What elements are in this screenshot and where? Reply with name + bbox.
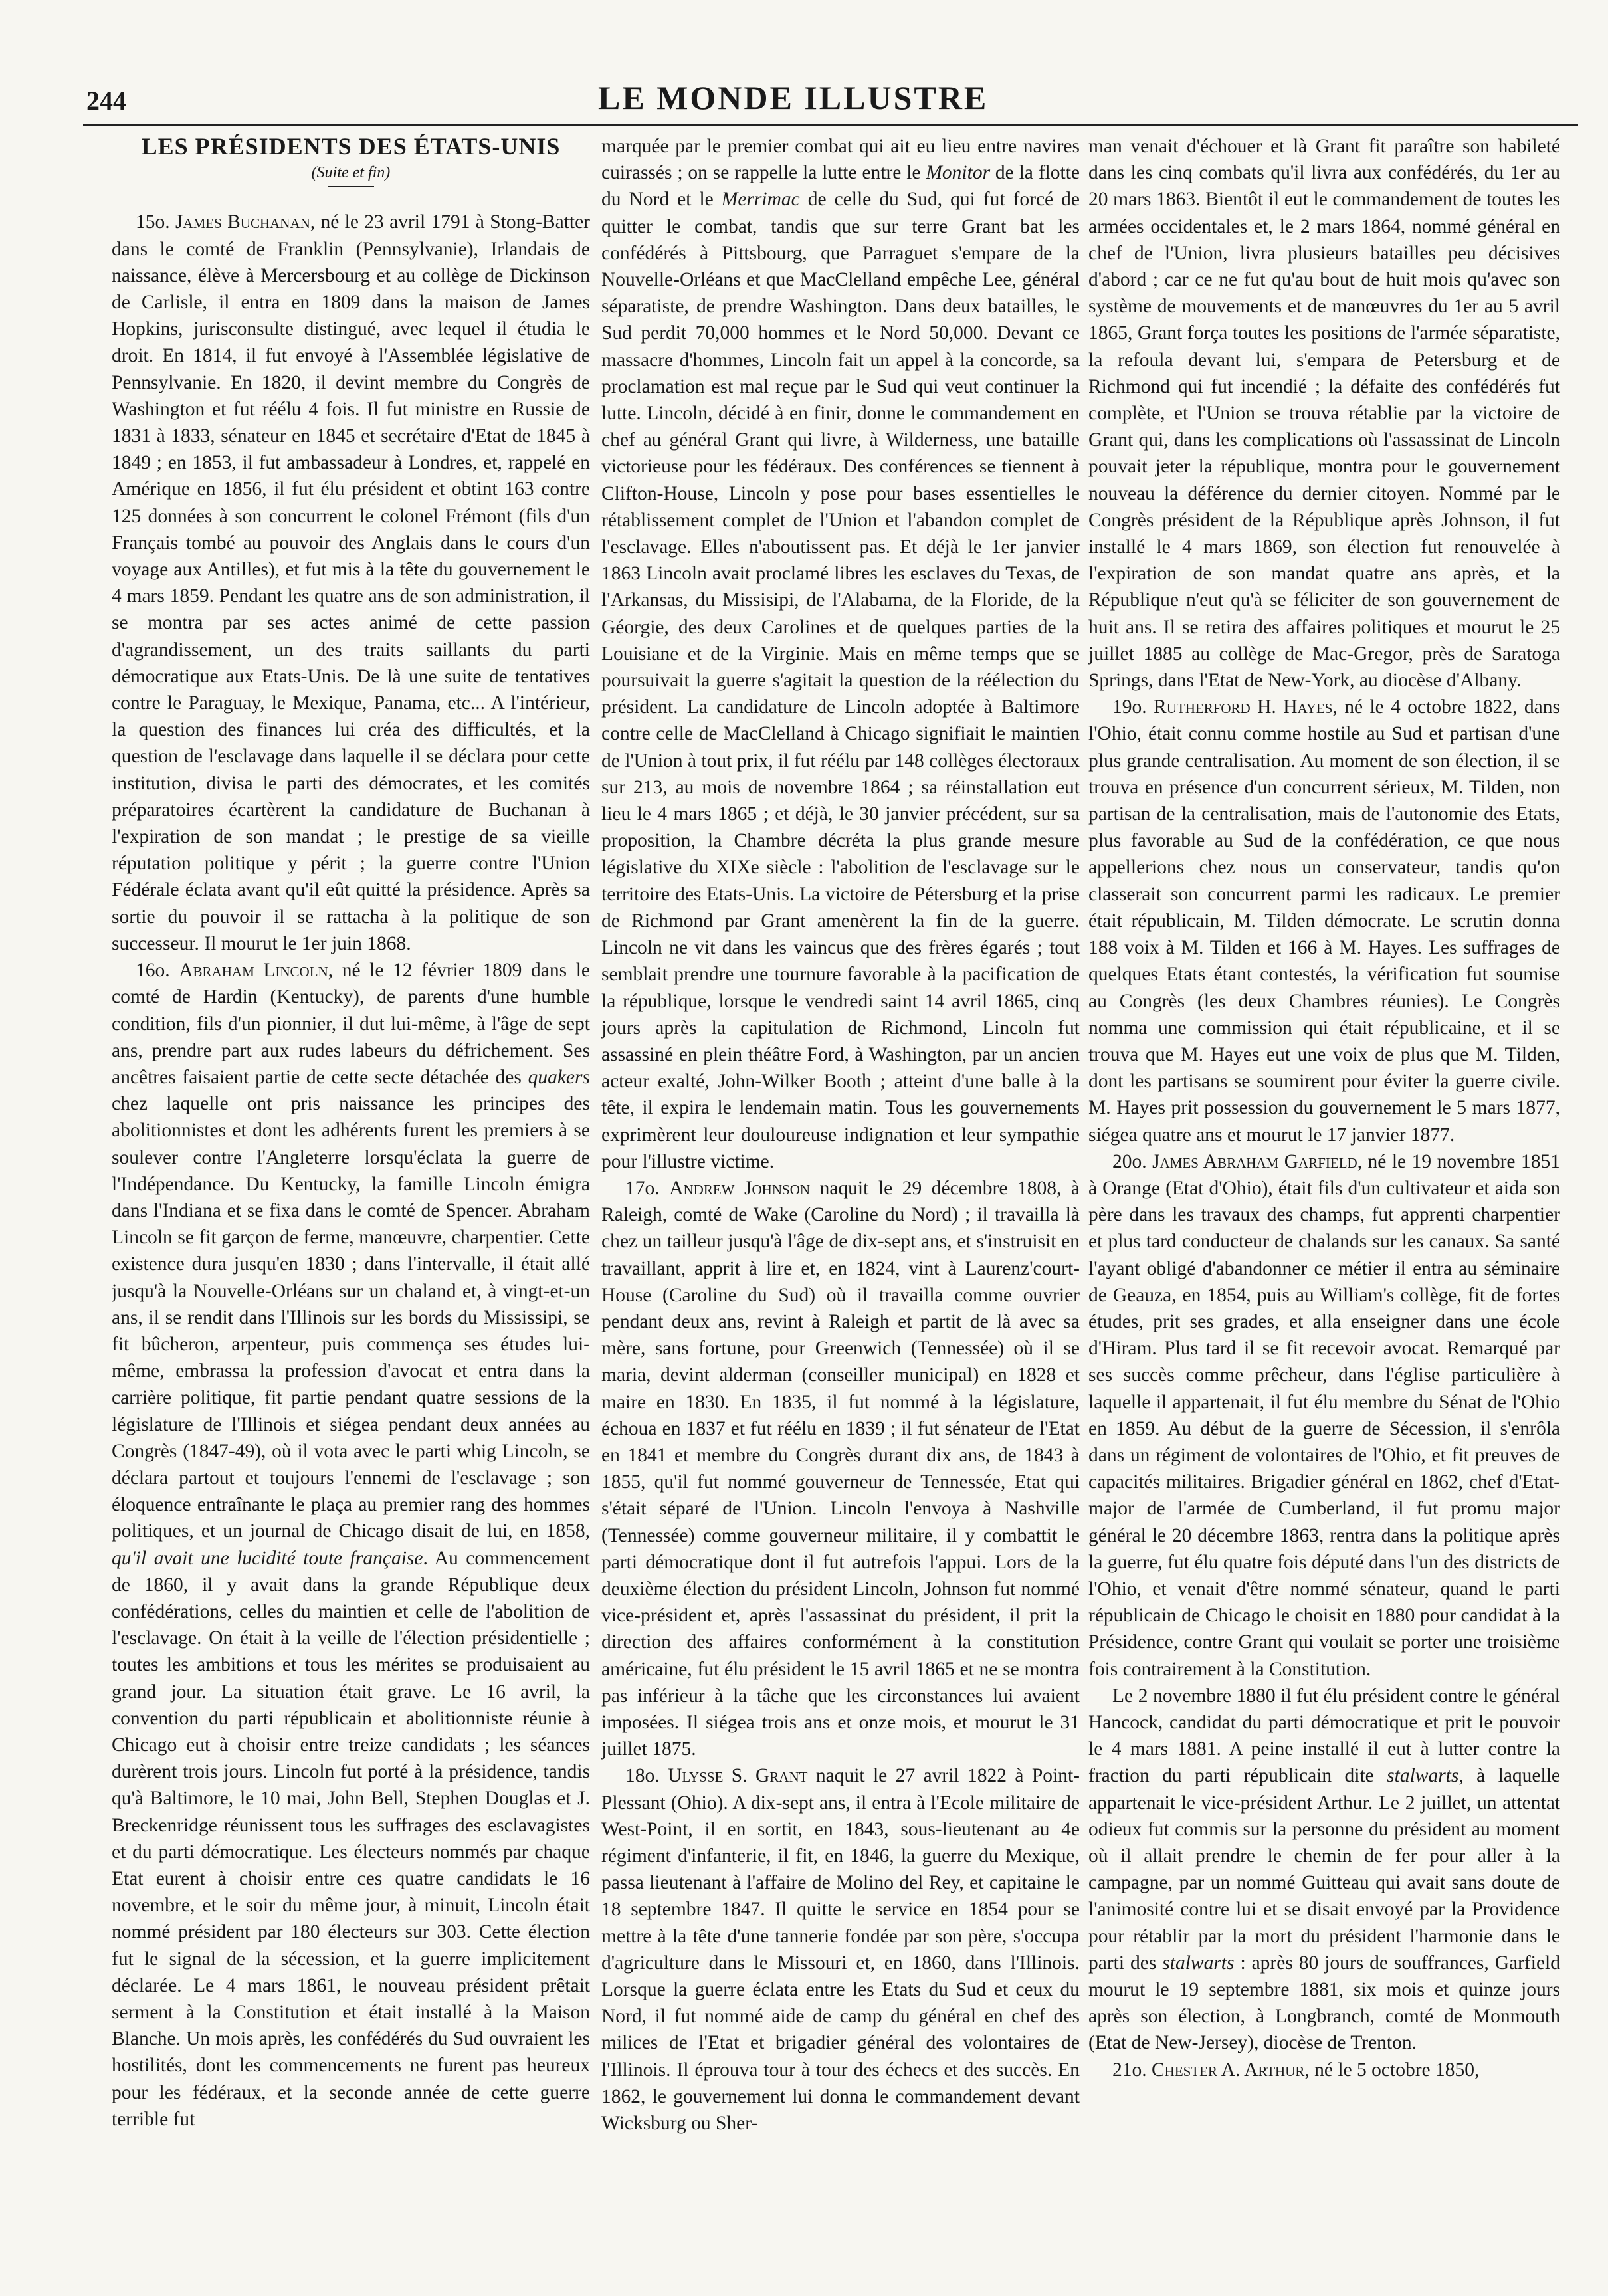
- header-rule: [83, 124, 1578, 126]
- entry-number: 19o.: [1112, 696, 1154, 718]
- president-name: Abraham Lincoln: [179, 960, 328, 982]
- paragraph-lincoln: [112, 957, 590, 2133]
- italic-term: quakers: [528, 1066, 590, 1088]
- italic-term: stalwarts: [1162, 1952, 1235, 1974]
- paragraph-grant: [601, 1762, 1080, 2137]
- paragraph-text: , né le 23 avril 1791 à Stong-Batter dans le comté de Franklin (Pennsylvanie), Irlandais de naissance, élève à Mercersbourg et au collège de Dickinson de Carlisle, il entra en 1809 dans la maison de James Hopkins, jurisconsulte distingué, avec lequel il étudia le droit. En 1814, il fut envoyé à l'Assemblée législative de Pennsylvanie. En 1820, il devint membre du Congrès de Washington et fut réélu 4 fois. Il fut ministre en Russie de 1831 à 1833, sénateur en 1845 et secrétaire d'Etat de 1845 à 1849 ; en 1853, il fut ambassadeur à Londres, et, rappelé en Amérique en 1856, il fut élu président et obtint 163 contre 125 données à son concurrent le colonel Frémont (fils d'un Français tombé au pouvoir des Anglais dans le cours d'un voyage aux Antilles), et fut mis à la tête du gouvernement le 4 mars 1859. Pendant les quatre ans de son administration, il se montra par ses actes animé de cette passion d'agrandissement, un des traits saillants du parti démocratique aux Etats-Unis. De là une suite de tentatives contre le Paraguay, le Mexique, Panama, etc... A l'intérieur, la question des finances lui créa des difficultés, et la question de l'esclavage dans laquelle il se déclara pour cette institution, divisa le parti des démocrates, et les comités préparatoires écartèrent la candidature de Buchanan à l'expiration de son mandat ; le prestige de sa vieille réputation politique y périt ; la guerre contre l'Union Fédérale éclata avant qu'il eût quitté la présidence. Après sa sortie du pouvoir il se rattacha à la politique de son successeur. Il mourut le 1er juin 1868.: [112, 211, 590, 954]
- article-subtitle: (Suite et fin): [311, 164, 391, 182]
- president-name: James Buchanan: [175, 211, 310, 233]
- paragraph-lincoln-continued: [601, 133, 1080, 1175]
- paragraph-garfield-election: [1088, 1683, 1560, 2057]
- italic-term: stalwarts: [1387, 1765, 1459, 1787]
- paragraph-text: de celle du Sud, qui fut forcé de quitter le combat, tandis que sur terre Grant bat les confédérés à Pittsbourg, que Parraguet s'empare de la Nouvelle-Orléans et que MacClelland empêche Lee, général séparatiste, de prendre Washington. Dans deux batailles, le Sud perdit 70,000 hommes et le Nord 50,000. Devant ce massacre d'hommes, Lincoln fait un appel à la concorde, sa proclamation est mal reçue par le Sud qui veut continuer la lutte. Lincoln, décidé à en finir, donne le commandement en chef au général Grant qui livre, à Wilderness, une bataille victorieuse pour les fédéraux. Des conférences se tiennent à Clifton-House, Lincoln y pose pour bases essentielles le rétablissement complet de l'Union et l'abandon complet de l'esclavage. Elles n'aboutissent pas. Et déjà le 1er janvier 1863 Lincoln avait proclamé libres les esclaves du Texas, de l'Arkansas, du Missisipi, de l'Alabama, de la Floride, de la Géorgie, des deux Carolines et de quelques parties de la Louisiane et de la Virginie. Mais en même temps que se poursuivait la guerre s'agitait la question de la réélection du président. La candidature de Lincoln adoptée à Baltimore contre celle de MacClelland à Chicago signifiait le maintien de l'Union à tout prix, il fut réélu par 148 collèges électoraux sur 213, au mois de novembre 1864 ; sa réinstallation eut lieu le 4 mars 1865 ; et déjà, le 30 janvier précédent, sur sa proposition, la Chambre décréta la plus grande mesure législative du XIXe siècle : l'abolition de l'esclavage sur le territoire des Etats-Unis. La victoire de Pétersburg et la prise de Richmond par Grant amenèrent la fin de la guerre. Lincoln ne vit dans les vaincus que des frères égarés ; tout semblait prendre une tournure favorable à la pacification de la république, lorsque le vendredi saint 14 avril 1865, cinq jours après la capitulation de Richmond, Lincoln fut assassiné en plein théâtre Ford, à Washington, par un ancien acteur exalté, John-Wilker Booth ; atteint d'une balle à la tête, il expira le lendemain matin. Tous les gouvernements exprimèrent leur douloureuse indignation et leur sympathie pour l'illustre victime.: [601, 189, 1080, 1172]
- ship-name: Monitor: [926, 162, 991, 184]
- paragraph-text: marquée par le premier combat qui ait eu lieu entre navires cuirassés ; on se rappelle la lutte entre le: [601, 136, 1080, 184]
- entry-number: 15o.: [136, 211, 175, 233]
- entry-number: 18o.: [625, 1765, 668, 1787]
- president-name: Ulysse S. Grant: [668, 1765, 808, 1787]
- paragraph-text: naquit le 27 avril 1822 à Point-Plessant (Ohio). A dix-sept ans, il entra à l'Ecole militaire de West-Point, il en sortit, en 1843, sous-lieutenant au 4e régiment d'infanterie, il fit, en 1846, la guerre du Mexique, passa lieutenant à l'affaire de Molino del Rey, et capitaine le 18 septembre 1847. Il quitte le service en 1854 pour se mettre à la tête d'une tannerie fondée par son père, s'occupa d'agriculture dans le Missouri et, en 1860, dans l'Illinois. Lorsque la guerre éclata entre les Etats du Sud et ceux du Nord, il fut nommé aide de camp du général en chef des milices de l'Etat et brigadier général des volontaires de l'Illinois. Il éprouva tour à tour des échecs et des succès. En 1862, le gouvernement lui donna le commandement devant Wicksburg ou Sher-: [601, 1765, 1080, 2135]
- entry-number: 21o.: [1112, 2059, 1152, 2081]
- paragraph-text: : après 80 jours de souffrances, Garfield mourut le 19 septembre 1881, six mois et quinze jours après son élection, à Longbranch, comté de Monmouth (Etat de New-Jersey), diocèse de Trenton.: [1088, 1952, 1560, 2054]
- paragraph-text: , né le 5 octobre 1850,: [1304, 2059, 1480, 2081]
- ship-name: Merrimac: [721, 189, 800, 211]
- paragraph-arthur: [1088, 2057, 1560, 2083]
- italic-quote: qu'il avait une lucidité toute française: [112, 1547, 423, 1569]
- paragraph-text: Le 2 novembre 1880 il fut élu président contre le général Hancock, candidat du parti démocratique et prit le pouvoir le 4 mars 1881. A peine installé il eut à lutter contre la fraction du parti républicain dite: [1088, 1685, 1560, 1787]
- president-name: Andrew Johnson: [669, 1177, 811, 1199]
- column-1: [112, 133, 590, 2266]
- paragraph-text: , né le 19 novembre 1851 à Orange (Etat d'Ohio), était fils d'un cultivateur et aida son père dans les travaux des champs, fut apprenti charpentier et plus tard conducteur de chalands sur les canaux. Sa santé l'ayant obligé d'abandonner ce métier il entra au séminaire de Geauza, en 1854, puis au William's collège, fit de fortes études, prit ses grades, et alla enseigner dans une école d'Hiram. Plus tard il se fit recevoir avocat. Remarqué par ses succès comme prêcheur, dans l'église particulière à laquelle il appartenait, il fut élu membre du Sénat de l'Ohio en 1859. Au début de la guerre de Sécession, il s'enrôla dans un régiment de volontaires de l'Ohio, et fit preuves de capacités militaires. Brigadier général en 1862, chef d'Etat-major de l'armée de Cumberland, il fut promu major général le 20 décembre 1863, rentra dans la politique après la guerre, fut élu quatre fois député dans l'un des districts de l'Ohio, et venait d'être nommé sénateur, quand le parti républicain de Chicago le choisit en 1880 pour candidat à la Présidence, contre Grant qui voulait se porter une troisième fois contrairement à la Constitution.: [1088, 1150, 1560, 1680]
- entry-number: 16o.: [136, 960, 179, 982]
- paragraph-text: de la flotte du Nord et le: [601, 162, 1080, 211]
- paragraph-johnson: [601, 1175, 1080, 1762]
- entry-number: 20o.: [1112, 1150, 1153, 1172]
- page-number: 244: [86, 86, 126, 116]
- paragraph-text: . Au commencement de 1860, il y avait dans la grande République deux confédérations, celles du maintien et celle de l'abolition de l'esclavage. On était à la veille de l'élection présidentielle ; toutes les ambitions et tous les mérites se produisaient au grand jour. La situation était grave. Le 16 avril, la convention du parti républicain et abolitionniste réunie à Chicago eut à choisir entre treize candidats ; les séances durèrent trois jours. Lincoln fut porté à la présidence, tandis qu'à Baltimore, le 10 mai, John Bell, Stephen Douglas et J. Breckenridge réunissent tous les suffrages des esclavagistes et du parti démocratique. Les électeurs nommés par chaque Etat eurent à choisir entre ces quatre candidats le 16 novembre, et le soir du même jour, à minuit, Lincoln était nommé président par 180 électeurs sur 303. Cette élection fut le signal de la sécession, et la guerre implicitement déclarée. Le 4 mars 1861, le nouveau président prêtait serment à la Constitution et était installé à la Maison Blanche. Un mois après, les confédérés du Sud ouvraient les hostilités, dont les commencements ne furent pas heureux pour les fédéraux, et la seconde année de cette guerre terrible fut: [112, 1547, 590, 2130]
- paragraph-text: , à laquelle appartenait le vice-président Arthur. Le 2 juillet, un attentat odieux fut commis sur la personne du président au moment où il allait prendre le chemin de fer pour aller à la campagne, par un nommé Guitteau qui avait sans doute de l'animosité contre lui et se disait envoyé par la Providence pour rétablir par la mort du président l'harmonie dans le parti des: [1088, 1765, 1560, 1974]
- paragraph-buchanan: [112, 209, 590, 957]
- president-name: Rutherford H. Hayes: [1154, 696, 1333, 718]
- entry-number: 17o.: [625, 1177, 670, 1199]
- article-title: LES PRÉSIDENTS DES ÉTATS-UNIS: [141, 133, 561, 159]
- president-name: Chester A. Arthur: [1152, 2059, 1305, 2081]
- paragraph-text: , né le 4 octobre 1822, dans l'Ohio, était connu comme hostile au Sud et partisan d'une plus grande centralisation. Au moment de son élection, il se trouva en présence d'un concurrent sérieux, M. Tilden, non partisan de la centralisation, mais de l'autonomie des Etats, plus favorable au Sud de la confédération, ce que nous appellerions chez nous un conservateur, tandis qu'on classerait son concurrent parmi les radicaux. Le premier était républicain, M. Tilden démocrate. Le scrutin donna 188 voix à M. Tilden et 166 à M. Hayes. Les suffrages de quelques Etats étant contestés, la vérification fut soumise au Congrès (les deux Chambres réunies). Le Congrès nomma une commission qui était républicaine, et il se trouva que M. Hayes eut une voix de plus que M. Tilden, dont les partisans se soumirent pour éviter la guerre civile. M. Hayes prit possession du gouvernement le 5 mars 1877, siégea quatre ans et mourut le 17 janvier 1877.: [1088, 696, 1560, 1146]
- paragraph-garfield: [1088, 1148, 1560, 1683]
- paragraph-text: naquit le 29 décembre 1808, à Raleigh, comté de Wake (Caroline du Nord) ; il travailla là chez un tailleur jusqu'à l'âge de dix-sept ans, et s'instruisit en travaillant, apprit à lire et, en 1824, vint à Laurenz'court-House (Caroline du Sud) où il travailla comme ouvrier pendant deux ans, revint à Raleigh et partit de là avec sa mère, sans fortune, pour Greenwich (Tennessée) où il se maria, devint alderman (conseiller municipal) en 1828 et maire en 1830. En 1835, il fut nommé à la législature, échoua en 1837 et fut réélu en 1839 ; il fut sénateur de l'Etat en 1841 et membre du Congrès durant dix ans, de 1843 à 1855, qu'il fut nommé gouverneur de Tennessée, Etat qui s'était séparé de l'Union. Lincoln l'envoya à Nashville (Tennessée) comme gouverneur militaire, il y combattit le parti démocratique dont il fut autrefois l'appui. Lors de la deuxième élection du président Lincoln, Johnson fut nommé vice-président et, après l'assassinat du président, il prit la direction des affaires conformément à la constitution américaine, fut élu président le 15 avril 1865 et ne se montra pas inférieur à la tâche que les circonstances lui avaient imposées. Il siégea trois ans et onze mois, et mourut le 31 juillet 1875.: [601, 1177, 1080, 1760]
- paragraph-grant-continued: man venait d'échouer et là Grant fit paraître son habileté dans les cinq combats qu'il livra aux confédérés, du 1er au 20 mars 1863. Bientôt il eut le commandement de toutes les armées occidentales et, le 2 mars 1864, nommé général en chef de l'Union, livra plusieurs batailles peu décisives d'abord ; car ce ne fut qu'au bout de huit mois qu'avec son système de mouvements et de manœuvres du 1er au 5 avril 1865, Grant força toutes les positions de l'armée séparatiste, la refoula devant lui, s'empara de Petersburg et de Richmond qui fut incendié ; la défaite des confédérés fut complète, et l'Union se trouva rétablie par la victoire de Grant qui, dans les complications où l'assassinat de Lincoln pouvait jeter la république, montra pour le gouvernement nouveau la déférence du dernier citoyen. Nommé par le Congrès président de la République après Johnson, il fut installé le 4 mars 1869, son élection fut renouvelée à l'expiration de son mandat quatre ans après, et la République n'eut qu'à se féliciter de son gouvernement de huit ans. Il se retira des affaires politiques et mourut le 25 juillet 1885 au collège de Mac-Gregor, près de Saratoga Springs, dans l'Etat de New-York, au diocèse d'Albany.: [1088, 136, 1560, 692]
- column-2: [601, 133, 1080, 2266]
- title-divider: [328, 186, 374, 187]
- column-3: [1088, 133, 1560, 2266]
- paragraph-text: , né le 12 février 1809 dans le comté de Hardin (Kentucky), de parents d'une humble condition, fils d'un pionnier, il dut lui-même, à l'âge de sept ans, prendre part aux rudes labeurs du défrichement. Ses ancêtres faisaient partie de cette secte détachée des: [112, 960, 590, 1088]
- president-name: James Abraham Garfield: [1152, 1150, 1357, 1172]
- paragraph-hayes: [1088, 694, 1560, 1148]
- publication-masthead: LE MONDE ILLUSTRE: [598, 79, 989, 116]
- paragraph-text: chez laquelle ont pris naissance les principes des abolitionnistes et dont les adhérents furent les premiers à se soulever contre l'Angleterre lorsqu'éclata la guerre de l'Indépendance. Du Kentucky, la famille Lincoln émigra dans l'Indiana et se fixa dans le comté de Spencer. Abraham Lincoln se fit garçon de ferme, manœuvre, charpentier. Cette existence dura jusqu'en 1830 ; dans l'intervalle, il était allé jusqu'à la Nouvelle-Orléans sur un chaland et, à vingt-et-un ans, il se rendit dans l'Illinois sur les bords du Mississipi, se fit bûcheron, arpenteur, puis commença ses études lui-même, embrassa la profession d'avocat et entra dans la carrière politique, fit partie pendant quatre sessions de la législature de l'Illinois et siégea pendant deux années au Congrès (1847-49), où il vota avec le parti whig Lincoln, se déclara partout et toujours l'ennemi de l'esclavage ; son éloquence entraînante le plaça au premier rang des hommes politiques, et un journal de Chicago disait de lui, en 1858,: [112, 1093, 590, 1542]
